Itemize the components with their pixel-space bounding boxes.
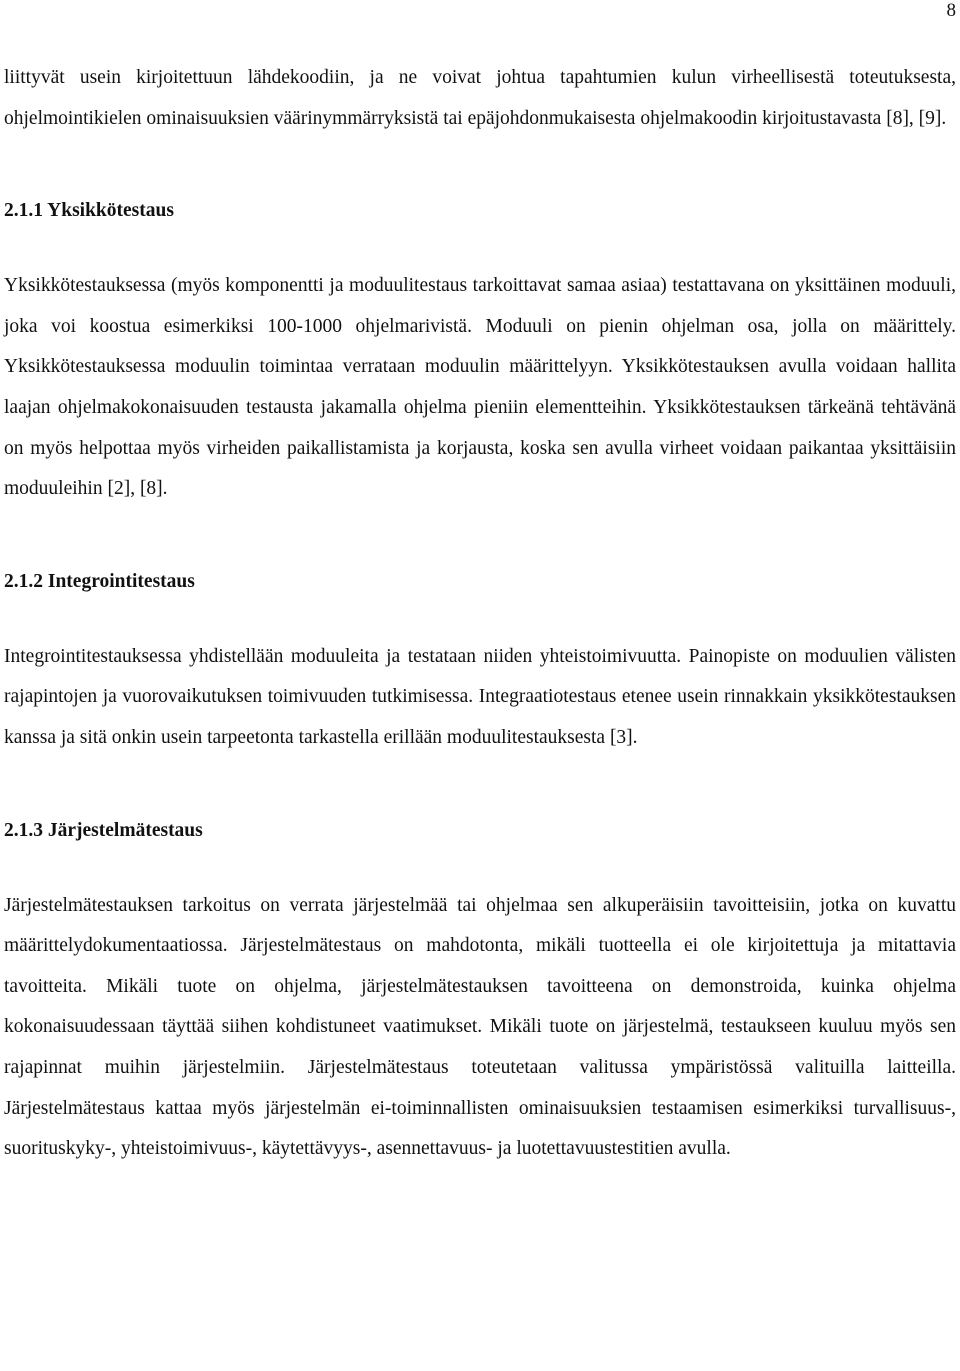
document-body [4, 58, 956, 1170]
intro-paragraph: liittyvät usein kirjoitettuun lähdekoodiin, ja ne voivat johtua tapahtumien kulun virheellisestä toteutuksesta, ohjelmointikielen ominaisuuksien väärinymmärryksistä tai epäjohdonmukaisesta ohjelmakoodin kirjoitustavasta [8], [9]. [4, 67, 956, 129]
page-number: 8 [946, 0, 956, 21]
section-body-integrointitestaus: Integrointitestauksessa yhdistellään moduuleita ja testataan niiden yhteistoimivuutta. Painopiste on moduulien välisten rajapintojen ja vuorovaikutuksen toimivuuden tutkimisessa. Integraatiotestaus etenee usein rinnakkain yksikkötestauksen kanssa ja sitä onkin usein tarpeetonta tarkastella erillään moduulitestauksesta [3]. [4, 645, 956, 748]
section-heading-yksikkotestaus: 2.1.1 Yksikkötestaus [4, 200, 174, 222]
section-heading-integrointitestaus: 2.1.2 Integrointitestaus [4, 570, 195, 592]
section-heading-jarjestelmatestaus: 2.1.3 Järjestelmätestaus [4, 819, 203, 841]
section-body-yksikkotestaus: Yksikkötestauksessa (myös komponentti ja moduulitestaus tarkoittavat samaa asiaa) testattavana on yksittäinen moduuli, joka voi koostua esimerkiksi 100-1000 ohjelmarivistä. Moduuli on pienin ohjelman osa, jolla on määrittely. Yksikkötestauksessa moduulin toimintaa verrataan moduulin määrittelyyn. Yksikkötestauksen avulla voidaan hallita laajan ohjelmakokonaisuuden testausta jakamalla ohjelma pieniin elementteihin. Yksikkötestauksen tärkeänä tehtävänä on myös helpottaa myös virheiden paikallistamista ja korjausta, koska sen avulla virheet voidaan paikantaa yksittäisiin moduuleihin [2], [8]. [4, 275, 956, 500]
section-body-jarjestelmatestaus: Järjestelmätestauksen tarkoitus on verrata järjestelmää tai ohjelmaa sen alkuperäisiin tavoitteisiin, jotka on kuvattu määrittelydokumentaatiossa. Järjestelmätestaus on mahdotonta, mikäli tuotteella ei ole kirjoitettuja ja mitattavia tavoitteita. Mikäli tuote on ohjelma, järjestelmätestauksen tavoitteena on demonstroida, kuinka ohjelma kokonaisuudessaan täyttää siihen kohdistuneet vaatimukset. Mikäli tuote on järjestelmä, testaukseen kuuluu myös sen rajapinnat muihin järjestelmiin. Järjestelmätestaus toteutetaan valitussa ympäristössä valituilla laitteilla. Järjestelmätestaus kattaa myös järjestelmän ei-toiminnallisten ominaisuuksien testaamisen esimerkiksi turvallisuus-, suorituskyky-, yhteistoimivuus-, käytettävyys-, asennettavuus- ja luotettavuustestitien avulla. [4, 894, 956, 1160]
